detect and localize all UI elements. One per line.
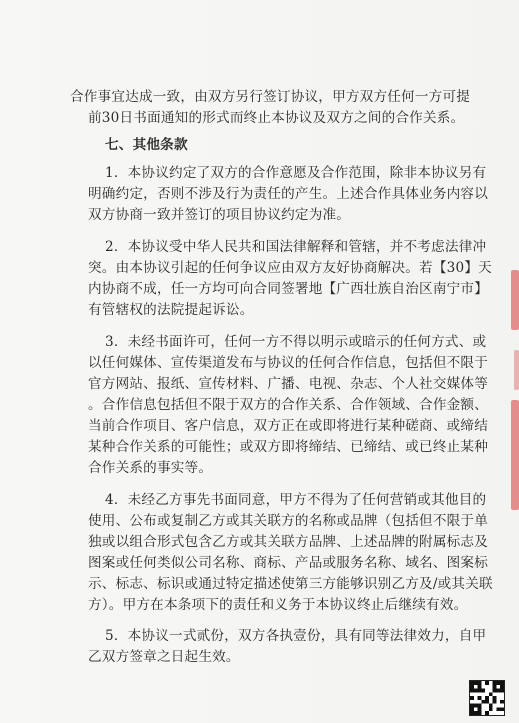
text-line: 明确约定，否则不涉及行为责任的产生。上述合作具体业务内容以 <box>88 186 489 202</box>
text-line: 当前合作项目、客户信息，双方正在或即将进行某种磋商、或缔结 <box>88 418 489 434</box>
text-line: 2．本协议受中华人民共和国法律解释和管辖，并不考虑法律冲 <box>105 239 487 255</box>
seal-edge-bottom <box>511 400 519 510</box>
seal-edge-middle <box>514 350 519 390</box>
text-line: 突。由本协议引起的任何争议应由双方友好协商解决。若【30】天 <box>88 260 492 276</box>
text-line: 方）。甲方在本条项下的责任和义务于本协议终止后继续有效。 <box>88 597 468 613</box>
text-line: 示、标志、标识或通过特定描述使第三方能够识别乙方及/或其关联 <box>88 576 493 592</box>
text-line: 合作关系的事实等。 <box>88 460 213 476</box>
section-heading: 七、其他条款 <box>105 137 188 153</box>
text-line: 5．本协议一式贰份，双方各执壹份，具有同等法律效力，自甲 <box>105 628 487 644</box>
qr-code <box>469 680 505 716</box>
text-line: 使用、公布或复制乙方或其关联方的名称或品牌（包括但不限于单 <box>88 513 489 529</box>
text-line: 某种合作关系的可能性；或双方即将缔结、已缔结、或已终止某种 <box>88 439 489 455</box>
text-line: 以任何媒体、宣传渠道发布与协议的任何合作信息，包括但不限于 <box>88 355 489 371</box>
text-line: 独或以组合形式包含乙方或其关联方品牌、上述品牌的附属标志及 <box>88 534 489 550</box>
text-line: 有管辖权的法院提起诉讼。 <box>88 302 254 318</box>
text-line: 3．未经书面许可，任何一方不得以明示或暗示的任何方式、或 <box>105 334 487 350</box>
text-line: 乙双方签章之日起生效。 <box>88 649 240 665</box>
text-line: 1．本协议约定了双方的合作意愿及合作范围，除非本协议另有 <box>105 165 487 181</box>
text-line: 内协商不成，任一方均可向合同签署地【广西壮族自治区南宁市】 <box>88 281 489 297</box>
seal-edge-top <box>511 270 519 330</box>
text-line: 前30日书面通知的形式而终止本协议及双方之间的合作关系。 <box>88 110 465 126</box>
text-line: 官方网站、报纸、宣传材料、广播、电视、杂志、个人社交媒体等 <box>88 376 489 392</box>
text-line: 合作事宜达成一致，由双方另行签订协议，甲方双方任何一方可提 <box>70 89 471 105</box>
text-line: 4．未经乙方事先书面同意，甲方不得为了任何营销或其他目的 <box>105 492 487 508</box>
text-line: 。合作信息包括但不限于双方的合作关系、合作领域、合作金额、 <box>88 397 489 413</box>
text-line: 图案或任何类似公司名称、商标、产品或服务名称、域名、图案标 <box>88 555 489 571</box>
text-line: 双方协商一致并签订的项目协议约定为准。 <box>88 207 351 223</box>
